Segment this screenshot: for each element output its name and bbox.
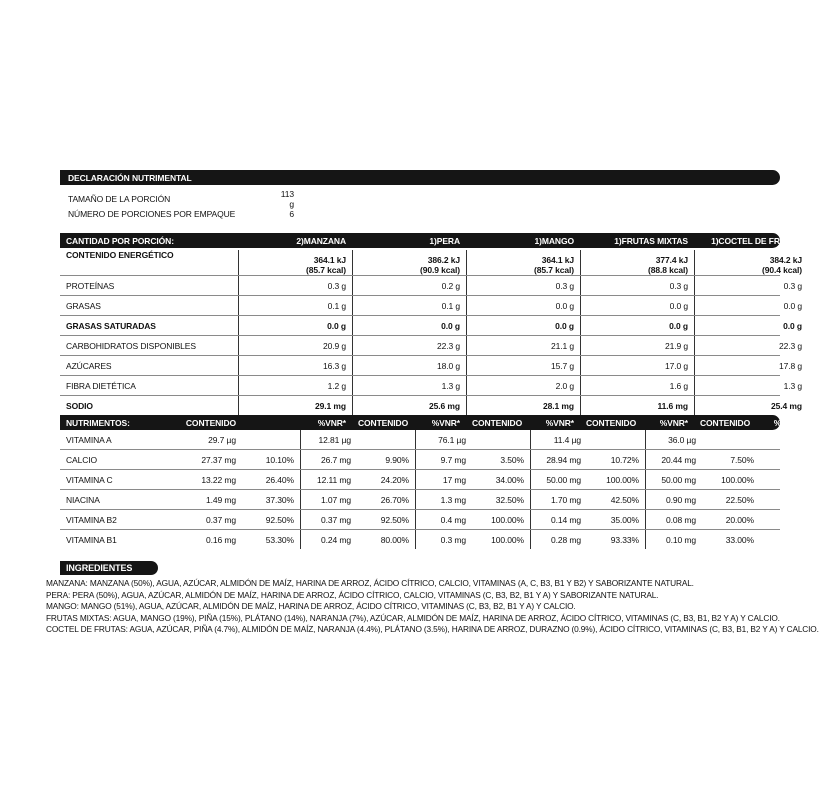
serving-size-value: 113 g <box>280 189 294 209</box>
vitamin-amount: 0.24 mg <box>320 534 351 545</box>
vitamin-col-header <box>580 418 694 428</box>
nutrient-value: 1.2 g <box>238 376 352 395</box>
vitamin-cell <box>238 450 300 469</box>
vitamin-amount: 1.49 mg <box>205 494 236 505</box>
declaration-title-bar <box>60 170 780 185</box>
nutrient-value: 0.3 g <box>694 276 808 295</box>
servings-label: NÚMERO DE PORCIONES POR EMPAQUE <box>68 209 236 219</box>
vitamin-amount: 50.00 mg <box>661 474 696 485</box>
column-header: 1)COCTEL DE FRUTAS <box>711 235 802 246</box>
vitamin-vnr: 10.10% <box>265 454 294 465</box>
vitamin-cell <box>530 470 645 489</box>
nutrient-value: 22.3 g <box>352 336 466 355</box>
vitamin-vnr: 92.50% <box>380 514 409 525</box>
content-header: CONTENIDO <box>586 417 637 428</box>
vitamin-row <box>60 530 780 549</box>
nutrient-label: GRASAS SATURADAS <box>66 320 156 331</box>
vitamin-vnr: 100.00% <box>491 534 524 545</box>
nutrient-label: PROTEÍNAS <box>66 280 115 291</box>
vitamin-amount: 20.44 mg <box>661 454 696 465</box>
energy-kcal: (90.4 kcal) <box>761 265 802 275</box>
vitamin-row <box>60 490 780 510</box>
ingredient-line: MANGO: MANGO (51%), AGUA, AZÚCAR, ALMIDÓN DE MAÍZ, HARINA DE ARROZ, ÁCIDO CÍTRICO, VITAMINAS (C, B3, B2, B1 Y A) Y CALCIO. <box>46 601 576 611</box>
vitamin-cell <box>415 450 530 469</box>
vitamin-vnr: 7.50% <box>730 454 754 465</box>
vitamin-cell <box>300 450 415 469</box>
vitamin-row <box>60 470 780 490</box>
vitamin-vnr: 80.00% <box>380 534 409 545</box>
vitamin-amount: 12.11 mg <box>316 474 351 485</box>
vitamin-label: VITAMINA C <box>66 474 113 485</box>
vitamin-col-header <box>466 418 580 428</box>
vitamin-cell <box>238 490 300 509</box>
nutrient-row <box>60 276 802 296</box>
nutrient-label: AZÚCARES <box>66 360 112 371</box>
nutrition-header-bar <box>60 233 802 248</box>
vitamin-cell <box>415 490 530 509</box>
vitamin-amount: 76.1 µg <box>438 434 466 445</box>
nutrient-value: 0.0 g <box>580 316 694 335</box>
nutrient-value: 0.1 g <box>238 296 352 315</box>
serving-info <box>68 189 780 219</box>
vitamin-amount: 11.4 µg <box>553 434 581 445</box>
vitamin-amount: 50.00 mg <box>546 474 581 485</box>
nutrient-value: 29.1 mg <box>238 396 352 415</box>
vitamins-header-bar <box>60 415 802 430</box>
column-header: 1)PERA <box>429 235 460 246</box>
vitamin-vnr: 26.40% <box>265 474 294 485</box>
vitamin-vnr: 92.50% <box>265 514 294 525</box>
vnr-header: %VNR* <box>545 417 574 428</box>
nutrition-table <box>60 233 802 415</box>
nutrient-value: 0.0 g <box>694 316 808 335</box>
vitamin-vnr: 24.20% <box>380 474 409 485</box>
content-header: CONTENIDO <box>358 417 409 428</box>
nutrient-value: 25.6 mg <box>352 396 466 415</box>
vitamin-amount: 0.90 mg <box>665 494 696 505</box>
vitamin-cell <box>300 470 415 489</box>
nutrient-label: SODIO <box>66 400 93 411</box>
energy-kcal: (90.9 kcal) <box>419 265 460 275</box>
nutrient-label: GRASAS <box>66 300 101 311</box>
vitamin-amount: 9.7 mg <box>440 454 466 465</box>
vitamin-cell <box>238 430 300 449</box>
vitamin-label: VITAMINA B2 <box>66 514 117 525</box>
servings-value: 6 <box>289 209 294 219</box>
energy-kj: 386.2 kJ <box>427 255 460 265</box>
vitamin-label: CALCIO <box>66 454 98 465</box>
vitamin-amount: 0.16 mg <box>205 534 236 545</box>
energy-kcal: (85.7 kcal) <box>305 265 346 275</box>
nutrient-label: CARBOHIDRATOS DISPONIBLES <box>66 340 196 351</box>
nutrient-value: 0.0 g <box>580 296 694 315</box>
vitamin-cell <box>415 430 530 449</box>
energy-kcal: (85.7 kcal) <box>533 265 574 275</box>
vitamin-amount: 12.81 µg <box>318 434 351 445</box>
vitamin-amount: 0.37 mg <box>320 514 351 525</box>
vitamin-cell <box>530 430 645 449</box>
energy-cell <box>694 250 808 275</box>
vitamin-col-header <box>352 418 466 428</box>
vitamins-table <box>60 415 802 549</box>
energy-kcal: (88.8 kcal) <box>647 265 688 275</box>
vnr-header: %VNR* <box>431 417 460 428</box>
vitamin-cell <box>645 530 760 549</box>
vitamin-vnr: 35.00% <box>610 514 639 525</box>
energy-cell <box>238 250 352 275</box>
vitamin-cell <box>645 430 760 449</box>
ingredient-line: FRUTAS MIXTAS: AGUA, MANGO (19%), PIÑA (15%), PLÁTANO (14%), NARANJA (7%), AZÚCAR, ALMIDÓN DE MAÍZ, HARINA DE ARROZ, ÁCIDO CÍTRICO, VITAMINAS (C, B3, B1, B2 Y A) Y CALCIO. <box>46 612 780 623</box>
ingredient-line: COCTEL DE FRUTAS: AGUA, AZÚCAR, PIÑA (4.7%), ALMIDÓN DE MAÍZ, NARANJA (4.4%), PLÁTANO (3.5%), HARINA DE ARROZ, DURAZNO (0.9%), ÁCIDO CÍTRICO, VITAMINAS (C, B3, B1, B2 Y A) Y CALCIO. <box>46 624 819 634</box>
nutrition-header-label: CANTIDAD POR PORCIÓN: <box>66 235 174 246</box>
nutrient-row <box>60 356 802 376</box>
vitamin-cell <box>645 450 760 469</box>
vitamin-amount: 0.14 mg <box>550 514 581 525</box>
energy-kj: 364.1 kJ <box>313 255 346 265</box>
vitamin-cell <box>238 530 300 549</box>
vnr-header: %VNR* <box>773 417 802 428</box>
nutrient-value: 0.2 g <box>352 276 466 295</box>
vitamin-cell <box>415 510 530 529</box>
nutrient-value: 28.1 mg <box>466 396 580 415</box>
vitamin-amount: 1.70 mg <box>550 494 581 505</box>
nutrient-row <box>60 296 802 316</box>
vitamin-amount: 0.28 mg <box>550 534 581 545</box>
vitamin-vnr: 22.50% <box>725 494 754 505</box>
vitamin-cell <box>300 530 415 549</box>
vitamin-col-header <box>694 418 808 428</box>
ingredients-title: INGREDIENTES <box>66 563 133 573</box>
vitamin-amount: 0.10 mg <box>665 534 696 545</box>
vitamin-vnr: 9.90% <box>385 454 409 465</box>
nutrient-value: 0.0 g <box>238 316 352 335</box>
vnr-header: %VNR* <box>659 417 688 428</box>
vitamin-cell <box>530 450 645 469</box>
energy-kj: 377.4 kJ <box>655 255 688 265</box>
vitamin-vnr: 53.30% <box>265 534 294 545</box>
vitamin-cell <box>238 470 300 489</box>
vitamin-cell <box>415 470 530 489</box>
vitamin-vnr: 26.70% <box>380 494 409 505</box>
nutrient-value: 15.7 g <box>466 356 580 375</box>
nutrition-label <box>46 170 819 636</box>
vitamins-header-label: NUTRIMENTOS: <box>66 417 130 428</box>
energy-row <box>60 248 802 276</box>
nutrient-value: 0.0 g <box>352 316 466 335</box>
vitamin-vnr: 33.00% <box>725 534 754 545</box>
nutrient-value: 17.0 g <box>580 356 694 375</box>
vitamin-label: NIACINA <box>66 494 100 505</box>
vitamin-amount: 1.3 mg <box>440 494 466 505</box>
vitamin-cell <box>530 510 645 529</box>
vitamin-row <box>60 510 780 530</box>
nutrient-value: 0.0 g <box>694 296 808 315</box>
vitamin-label: VITAMINA A <box>66 434 112 445</box>
column-header: 1)FRUTAS MIXTAS <box>614 235 688 246</box>
vitamin-cell <box>415 530 530 549</box>
ingredients-list <box>46 578 819 636</box>
energy-kj: 384.2 kJ <box>769 255 802 265</box>
declaration-title: DECLARACIÓN NUTRIMENTAL <box>68 172 192 183</box>
nutrient-row <box>60 376 802 396</box>
vitamin-amount: 29.7 µg <box>208 434 236 445</box>
nutrient-value: 20.9 g <box>238 336 352 355</box>
vitamin-amount: 0.3 mg <box>440 534 466 545</box>
nutrient-value: 21.1 g <box>466 336 580 355</box>
vitamin-amount: 27.37 mg <box>201 454 236 465</box>
nutrient-value: 1.3 g <box>352 376 466 395</box>
vitamin-amount: 28.94 mg <box>546 454 581 465</box>
nutrient-value: 16.3 g <box>238 356 352 375</box>
vitamin-amount: 0.37 mg <box>205 514 236 525</box>
vitamin-cell <box>530 530 645 549</box>
vitamin-amount: 17 mg <box>442 474 466 485</box>
servings-row <box>68 209 780 219</box>
column-header: 2)MANZANA <box>296 235 346 246</box>
vitamins-header-group <box>60 418 238 428</box>
nutrient-row <box>60 316 802 336</box>
nutrient-rows <box>60 276 802 415</box>
nutrient-value: 0.3 g <box>238 276 352 295</box>
ingredient-line: MANZANA: MANZANA (50%), AGUA, AZÚCAR, ALMIDÓN DE MAÍZ, HARINA DE ARROZ, ÁCIDO CÍTRICO, CALCIO, VITAMINAS (A, C, B3, B1 Y B2) Y SABORIZANTE NATURAL. <box>46 578 694 588</box>
nutrient-value: 22.3 g <box>694 336 808 355</box>
vitamin-vnr: 10.72% <box>610 454 639 465</box>
nutrient-value: 21.9 g <box>580 336 694 355</box>
vnr-header: %VNR* <box>317 417 346 428</box>
vitamin-col-header <box>238 418 352 428</box>
vitamin-vnr: 93.33% <box>610 534 639 545</box>
vitamin-cell <box>300 490 415 509</box>
vitamin-vnr: 20.00% <box>725 514 754 525</box>
nutrient-value: 11.6 mg <box>580 396 694 415</box>
vitamin-row <box>60 430 780 450</box>
serving-size-label: TAMAÑO DE LA PORCIÓN <box>68 194 171 204</box>
vitamin-cell <box>300 510 415 529</box>
ingredient-line: PERA: PERA (50%), AGUA, AZÚCAR, ALMIDÓN DE MAÍZ, HARINA DE ARROZ, ÁCIDO CÍTRICO, CALCIO, VITAMINAS (C, B3, B2, B1 Y A) Y SABORIZANTE NATURAL. <box>46 589 659 600</box>
vitamin-vnr: 37.30% <box>265 494 294 505</box>
vitamin-cell <box>238 510 300 529</box>
energy-label: CONTENIDO ENERGÉTICO <box>66 250 174 260</box>
content-header: CONTENIDO <box>700 417 751 428</box>
vitamin-rows <box>60 430 780 549</box>
column-header: 1)MANGO <box>534 235 574 246</box>
energy-kj: 364.1 kJ <box>541 255 574 265</box>
vitamin-amount: 13.22 mg <box>201 474 236 485</box>
vitamin-cell <box>530 490 645 509</box>
vitamin-vnr: 100.00% <box>721 474 754 485</box>
vitamin-cell <box>645 510 760 529</box>
nutrient-value: 1.3 g <box>694 376 808 395</box>
vitamin-vnr: 100.00% <box>491 514 524 525</box>
vitamin-amount: 0.4 mg <box>440 514 466 525</box>
nutrient-value: 0.0 g <box>466 296 580 315</box>
vitamin-amount: 0.08 mg <box>665 514 696 525</box>
nutrient-value: 0.0 g <box>466 316 580 335</box>
vitamin-label: VITAMINA B1 <box>66 534 117 545</box>
vitamin-cell <box>645 470 760 489</box>
serving-size-row <box>68 189 780 209</box>
nutrient-row <box>60 336 802 356</box>
vitamin-vnr: 42.50% <box>610 494 639 505</box>
vitamin-amount: 1.07 mg <box>320 494 351 505</box>
vitamin-vnr: 34.00% <box>495 474 524 485</box>
vitamin-row <box>60 450 780 470</box>
nutrient-value: 0.1 g <box>352 296 466 315</box>
nutrient-value: 25.4 mg <box>694 396 808 415</box>
energy-cell <box>466 250 580 275</box>
nutrient-value: 1.6 g <box>580 376 694 395</box>
nutrient-value: 17.8 g <box>694 356 808 375</box>
nutrient-value: 18.0 g <box>352 356 466 375</box>
energy-cell <box>352 250 466 275</box>
vitamin-amount: 36.0 µg <box>668 434 696 445</box>
nutrient-label: FIBRA DIETÉTICA <box>66 380 136 391</box>
vitamin-amount: 26.7 mg <box>320 454 351 465</box>
vitamin-vnr: 100.00% <box>606 474 639 485</box>
vitamin-cell <box>300 430 415 449</box>
nutrient-value: 0.3 g <box>466 276 580 295</box>
content-header: CONTENIDO <box>472 417 523 428</box>
vitamin-vnr: 32.50% <box>495 494 524 505</box>
ingredients-title-bar <box>60 561 158 575</box>
nutrient-value: 2.0 g <box>466 376 580 395</box>
energy-cell <box>580 250 694 275</box>
vitamin-vnr: 3.50% <box>500 454 524 465</box>
content-header: CONTENIDO <box>185 417 236 428</box>
nutrient-value: 0.3 g <box>580 276 694 295</box>
vitamin-cell <box>645 490 760 509</box>
nutrient-row <box>60 396 802 415</box>
